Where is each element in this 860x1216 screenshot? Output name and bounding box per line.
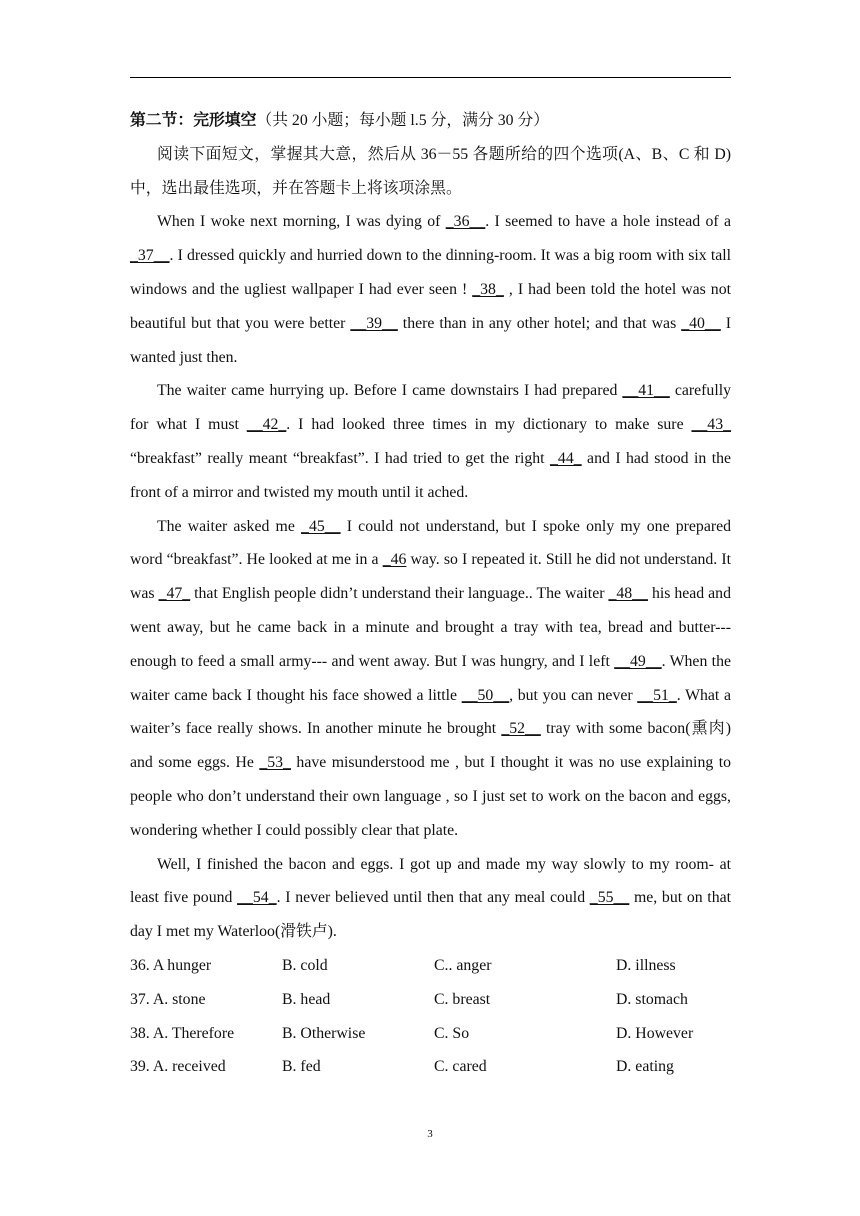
- passage-text: “breakfast” really meant “breakfast”. I had tried to get the right: [130, 449, 551, 467]
- passage-paragraph-2: [130, 374, 731, 509]
- blank-40: _40__: [681, 314, 721, 332]
- top-rule: [130, 77, 731, 78]
- option-b: B. Otherwise: [282, 1024, 366, 1042]
- blank-52: _52__: [501, 720, 541, 738]
- option-row-39: [130, 1050, 731, 1084]
- blank-42: __42_: [246, 416, 287, 434]
- blank-37: _37__: [130, 247, 170, 265]
- passage-text: . I never believed until then that any meal could: [276, 889, 590, 907]
- option-a: 38. A. Therefore: [130, 1024, 235, 1042]
- passage-text: there than in any other hotel; and that was: [397, 314, 682, 332]
- blank-44: _44_: [550, 449, 582, 467]
- passage-text: . I dressed quickly and hurried down to the dinning-room. It was a big room with six tall windows and the ugliest wallpaper I had ever seen !: [130, 247, 731, 298]
- passage-text: , I had been told the hotel was not beautiful but that you were better: [130, 280, 731, 332]
- option-c: C. cared: [434, 1058, 487, 1076]
- option-a: 37. A. stone: [130, 990, 206, 1008]
- blank-45: _45__: [301, 517, 341, 535]
- passage-text: me, but on that day I met my Waterloo(滑铁卢).: [130, 889, 731, 941]
- blank-49: __49__: [614, 652, 662, 670]
- passage-text: The waiter came hurrying up. Before I came downstairs I had prepared: [157, 382, 623, 400]
- passage-text: I could not understand, but I spoke only my one prepared word “breakfast”. He looked at me in a: [130, 517, 732, 569]
- passage-paragraph-4: [130, 848, 731, 949]
- section-title-rest: （共 20 小题；每小题 l.5 分，满分 30 分）: [256, 112, 550, 129]
- passage-text: way. so I repeated it. Still he did not understand. It was: [130, 551, 731, 603]
- option-row-37: [130, 983, 731, 1017]
- blank-46: _46: [382, 551, 407, 569]
- option-a: 36. A hunger: [130, 956, 212, 974]
- option-d: D. eating: [616, 1058, 674, 1076]
- passage-text: Well, I finished the bacon and eggs. I got up and made my way slowly to my room- at least five pound: [130, 855, 731, 907]
- option-c: C. So: [434, 1024, 470, 1042]
- blank-38: _38_: [472, 280, 504, 298]
- blank-39: __39__: [350, 314, 398, 332]
- passage-text: . When the waiter came back I thought his face showed a little: [130, 652, 731, 704]
- instruction-paragraph: 阅读下面短文，掌握其大意，然后从 36－55 各题所给的四个选项(A、B、C 和 D)中，选出最佳选项，并在答题卡上将该项涂黑。: [130, 145, 731, 197]
- passage-text: tray with some bacon(熏肉) and some eggs. He: [130, 720, 731, 772]
- passage-text: . What a waiter’s face really shows. In another minute he brought: [130, 686, 731, 738]
- option-a: 39. A. received: [130, 1058, 226, 1076]
- passage-text: carefully for what I must: [130, 382, 731, 434]
- answer-options: [130, 949, 731, 1084]
- option-c: C. breast: [434, 990, 491, 1008]
- blank-48: _48__: [608, 585, 648, 603]
- passage-paragraph-3: [130, 510, 731, 848]
- option-row-38: [130, 1017, 731, 1051]
- option-d: D. However: [616, 1024, 694, 1042]
- option-b: B. head: [282, 990, 331, 1008]
- blank-41: __41__: [622, 382, 670, 400]
- passage-text: , but you can never: [509, 686, 638, 704]
- passage-text: and I had stood in the front of a mirror and twisted my mouth until it ached.: [130, 449, 731, 501]
- passage-text: The waiter asked me: [157, 517, 302, 535]
- blank-43: __43_: [691, 416, 731, 434]
- option-d: D. illness: [616, 956, 676, 974]
- blank-53: _53_: [259, 754, 291, 772]
- passage-text: his head and went away, but he came back in a minute and brought a tray with tea, bread and butter--- enough to feed a small army--- and went away. But I was hungry, and I left: [130, 585, 731, 670]
- option-b: B. cold: [282, 956, 328, 974]
- option-d: D. stomach: [616, 990, 688, 1008]
- passage-text: I wanted just then.: [130, 314, 731, 366]
- option-b: B. fed: [282, 1058, 321, 1076]
- blank-47: _47_: [158, 585, 191, 603]
- blank-55: _55__: [589, 889, 630, 907]
- passage-text: . I seemed to have a hole instead of a: [485, 213, 731, 231]
- passage-text: When I woke next morning, I was dying of: [157, 213, 446, 231]
- blank-51: __51_: [637, 686, 677, 704]
- cloze-section: [130, 104, 731, 1084]
- passage-text: that English people didn’t understand their language.. The waiter: [190, 585, 609, 603]
- section-title-bold: 第二节：完形填空: [130, 112, 257, 129]
- passage-text: . I had looked three times in my dictionary to make sure: [286, 416, 692, 434]
- section-title: [130, 104, 731, 138]
- page-number: 3: [427, 1128, 433, 1140]
- passage-text: have misunderstood me , but I thought it was no use explaining to people who don’t understand their own language , so I just set to work on the bacon and eggs, wondering whether I could possibly clear that plate.: [130, 754, 731, 839]
- blank-54: __54_: [237, 889, 277, 907]
- blank-50: __50__: [461, 686, 510, 704]
- passage-paragraph-1: [130, 205, 731, 374]
- blank-36: _36__: [445, 213, 486, 231]
- option-row-36: [130, 949, 731, 983]
- option-c: C.. anger: [434, 956, 492, 974]
